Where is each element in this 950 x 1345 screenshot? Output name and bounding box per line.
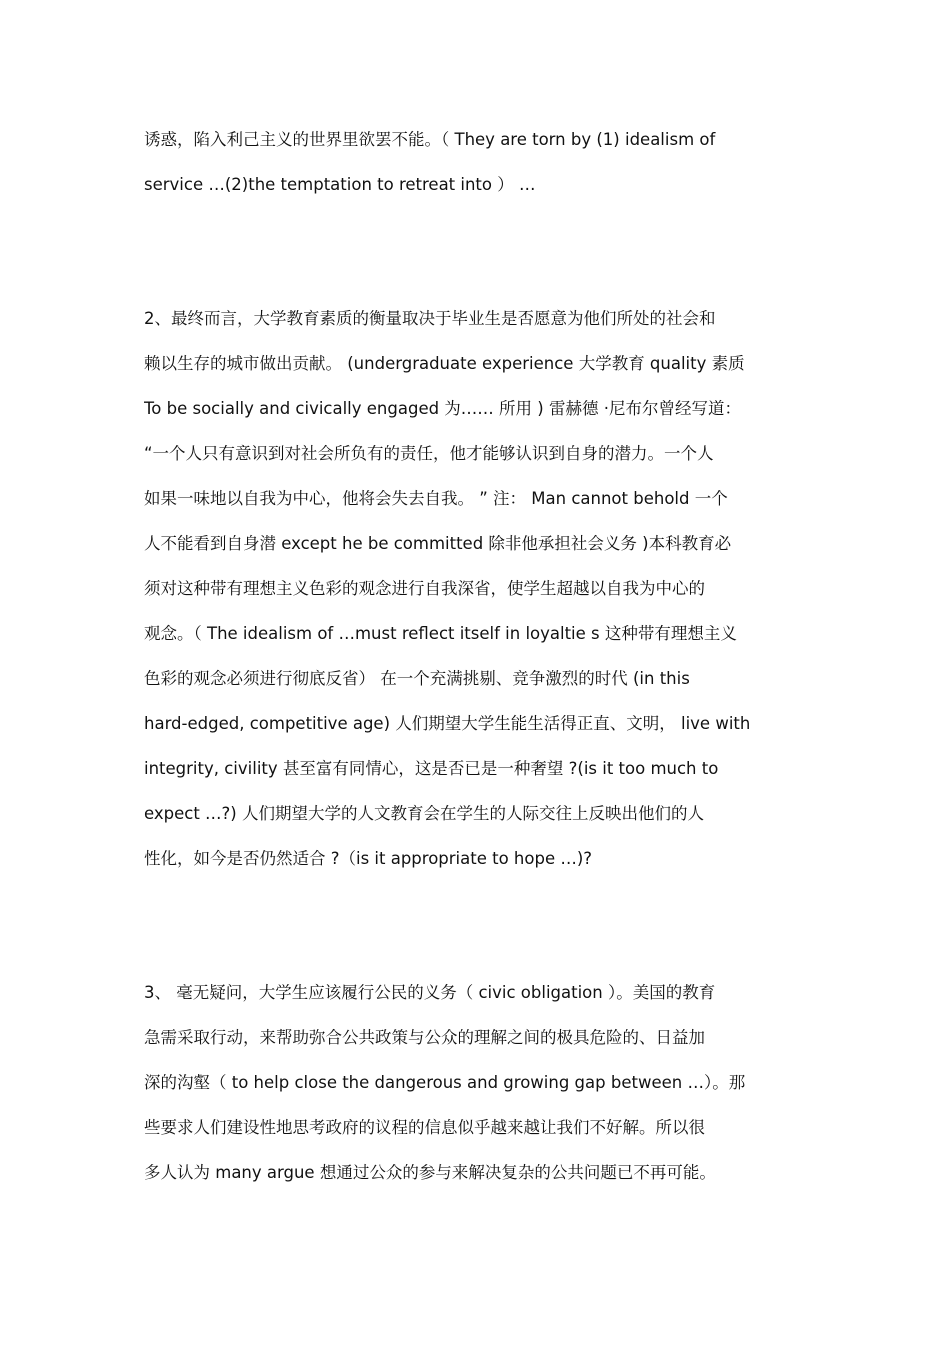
text-line: 性化，如今是否仍然适合 ?（is it appropriate to hope …)? [144, 849, 593, 868]
text-line: 赖以生存的城市做出贡献。 (undergraduate experience 大学教育 quality 素质 [144, 354, 745, 373]
text-line: 人不能看到自身潜 except he be committed 除非他承担社会义务 )本科教育必 [144, 534, 732, 553]
text-line: 须对这种带有理想主义色彩的观念进行自我深省，使学生超越以自我为中心的 [144, 579, 705, 598]
text-line: 深的沟壑（ to help close the dangerous and growing gap between …）。那 [144, 1073, 746, 1092]
text-line: 观念。（ The idealism of …must reflect itself in loyaltie s 这种带有理想主义 [144, 624, 737, 643]
text-line: expect …?) 人们期望大学的人文教育会在学生的人际交往上反映出他们的人 [144, 804, 704, 823]
text-line: 急需采取行动，来帮助弥合公共政策与公众的理解之间的极具危险的、日益加 [144, 1028, 705, 1047]
text-line: “一个人只有意识到对社会所负有的责任，他才能够认识到自身的潜力。一个人 [144, 444, 714, 463]
paragraph-3 [144, 980, 814, 1205]
text-line: service …(2)the temptation to retreat into ） … [144, 175, 536, 194]
text-line: 多人认为 many argue 想通过公众的参与来解决复杂的公共问题已不再可能。 [144, 1163, 716, 1182]
text-line: 诱惑，陷入利己主义的世界里欲罢不能。（ They are torn by (1) idealism of [144, 130, 716, 149]
paragraph-2 [144, 306, 814, 891]
text-line: 如果一味地以自我为中心，他将会失去自我。 ” 注： Man cannot behold 一个 [144, 489, 728, 508]
text-line: 色彩的观念必须进行彻底反省） 在一个充满挑剔、竞争激烈的时代 (in this [144, 669, 690, 688]
text-line: 些要求人们建设性地思考政府的议程的信息似乎越来越让我们不好解。所以很 [144, 1118, 705, 1137]
text-line: 3、 毫无疑问，大学生应该履行公民的义务（ civic obligation ）。美国的教育 [144, 983, 716, 1002]
text-line: 2、最终而言，大学教育素质的衡量取决于毕业生是否愿意为他们所处的社会和 [144, 309, 716, 328]
text-line: integrity, civility 甚至富有同情心，这是否已是一种奢望 ?(is it too much to [144, 759, 719, 778]
text-line: hard-edged, competitive age) 人们期望大学生能生活得正直、文明， live with [144, 714, 751, 733]
text-line: To be socially and civically engaged 为…… 所用 ) 雷赫德 ·尼布尔曾经写道： [144, 399, 741, 418]
paragraph-1 [144, 127, 814, 217]
